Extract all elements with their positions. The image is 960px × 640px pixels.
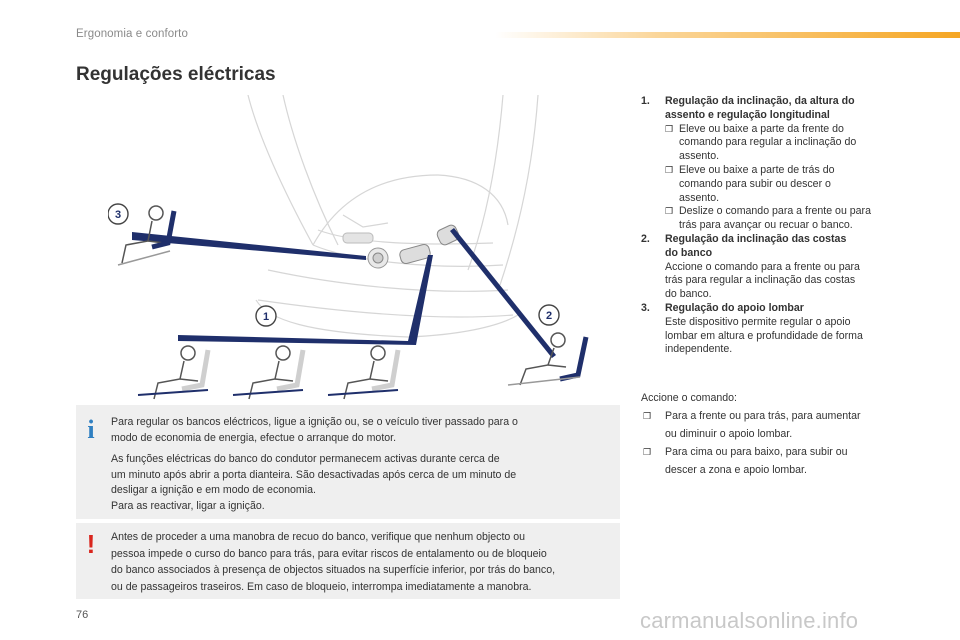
item-1-heading-line: Regulação da inclinação, da altura do [665,95,855,107]
bullet-line: Para a frente ou para trás, para aumentar [665,410,861,422]
item-3-heading-line: Regulação do apoio lombar [665,301,804,314]
callout-2: 2 [545,310,553,322]
bullet-line: Para cima ou para baixo, para subir ou [665,446,848,458]
warning-line: ou de passageiros traseiros. Em caso de bloqueio, interrompa imediatamente a manobra. [111,580,532,593]
page-title: Regulações eléctricas [76,64,276,85]
adjustment-list [641,95,911,357]
info-line: Para regular os bancos eléctricos, ligue a ignição ou, se o veículo tiver passado para o [111,416,518,428]
info-box [76,405,620,519]
arrow-bullet-icon: ❒ [643,447,652,457]
info-line: Para as reactivar, ligar a ignição. [111,499,265,512]
seat-illustration [108,95,603,400]
body-line: Accione o comando para a frente ou para [665,260,860,273]
bullet-line: Eleve ou baixe a parte da frente do [679,122,844,135]
info-text [111,415,610,514]
bullet-line: trás para avançar ou recuar o banco. [679,219,853,232]
bullet-line: comando para subir ou descer o [679,177,831,190]
item-2-heading-line: Regulação da inclinação das costas [665,232,847,245]
bullet-line: comando para regular a inclinação do [679,136,857,149]
item-2-body [665,261,911,302]
bullet-line: descer a zona e apoio lombar. [665,464,807,476]
warning-line: Antes de proceder a uma manobra de recuo do banco, verifique que nenhum objecto ou [111,531,526,543]
command-intro: Accione o comando: [641,392,737,404]
warning-line: pessoa impede o curso do banco para trás, para evitar riscos de entalamento ou de bloqueio [111,547,547,560]
warning-text [111,529,610,595]
item-3-number: 3. [641,301,650,314]
info-line: modo de economia de energia, efectue o arranque do motor. [111,431,397,444]
arrow-bullet-icon: ❒ [643,411,652,421]
body-line: Este dispositivo permite regular o apoio [665,315,851,328]
warning-line: do banco associados à presença de objectos situados na superfície inferior, por trás do banco, [111,564,556,576]
info-line: um minuto após abrir a porta dianteira. São desactivadas após cerca de um minuto de [111,468,517,481]
item-2-number: 2. [641,232,650,245]
item-2-heading [665,233,911,261]
bullet-line: assento. [679,191,720,204]
item-1-bullet [665,164,911,205]
body-line: trás para regular a inclinação das costas [665,274,856,287]
item-1-bullet [665,123,911,164]
bullet-line: ou diminuir o apoio lombar. [665,428,793,440]
callout-1: 1 [262,311,270,323]
command-instructions [641,389,911,479]
bullet-line: assento. [679,150,720,163]
command-bullet [641,443,911,479]
item-1 [641,95,911,233]
item-2-heading-line: do banco [665,246,713,259]
chapter-title: Ergonomia e conforto [76,28,188,40]
info-line: desligar a ignição e em modo de economia. [111,484,316,496]
item-2 [641,233,911,302]
warning-icon: ! [86,529,96,559]
item-3-body [665,316,911,357]
info-line: As funções eléctricas do banco do condutor permanecem activas durante cerca de [111,453,500,465]
info-paragraph [111,452,610,514]
item-1-bullet [665,205,911,233]
watermark: carmanualsonline.info [640,608,859,633]
chapter-accent-bar [495,32,960,38]
command-bullet [641,407,911,443]
bullet-line: Deslize o comando para a frente ou para [679,205,871,218]
bullet-line: Eleve ou baixe a parte de trás do [679,163,835,176]
info-icon: i [87,415,95,444]
item-3-heading [665,302,911,316]
page-number: 76 [76,609,89,621]
item-1-heading [665,95,911,123]
callout-3: 3 [114,209,122,221]
item-3 [641,302,911,357]
warning-box [76,523,620,599]
item-1-heading-line: assento e regulação longitudinal [665,108,830,121]
body-line: do banco. [665,288,712,301]
arrow-bullet-icon: ❒ [665,164,674,175]
arrow-bullet-icon: ❒ [665,123,674,134]
body-line: lombar em altura e profundidade de forma [665,329,863,342]
body-line: independente. [665,343,733,356]
arrow-bullet-icon: ❒ [665,206,674,217]
info-paragraph [111,415,610,446]
item-1-number: 1. [641,95,650,107]
